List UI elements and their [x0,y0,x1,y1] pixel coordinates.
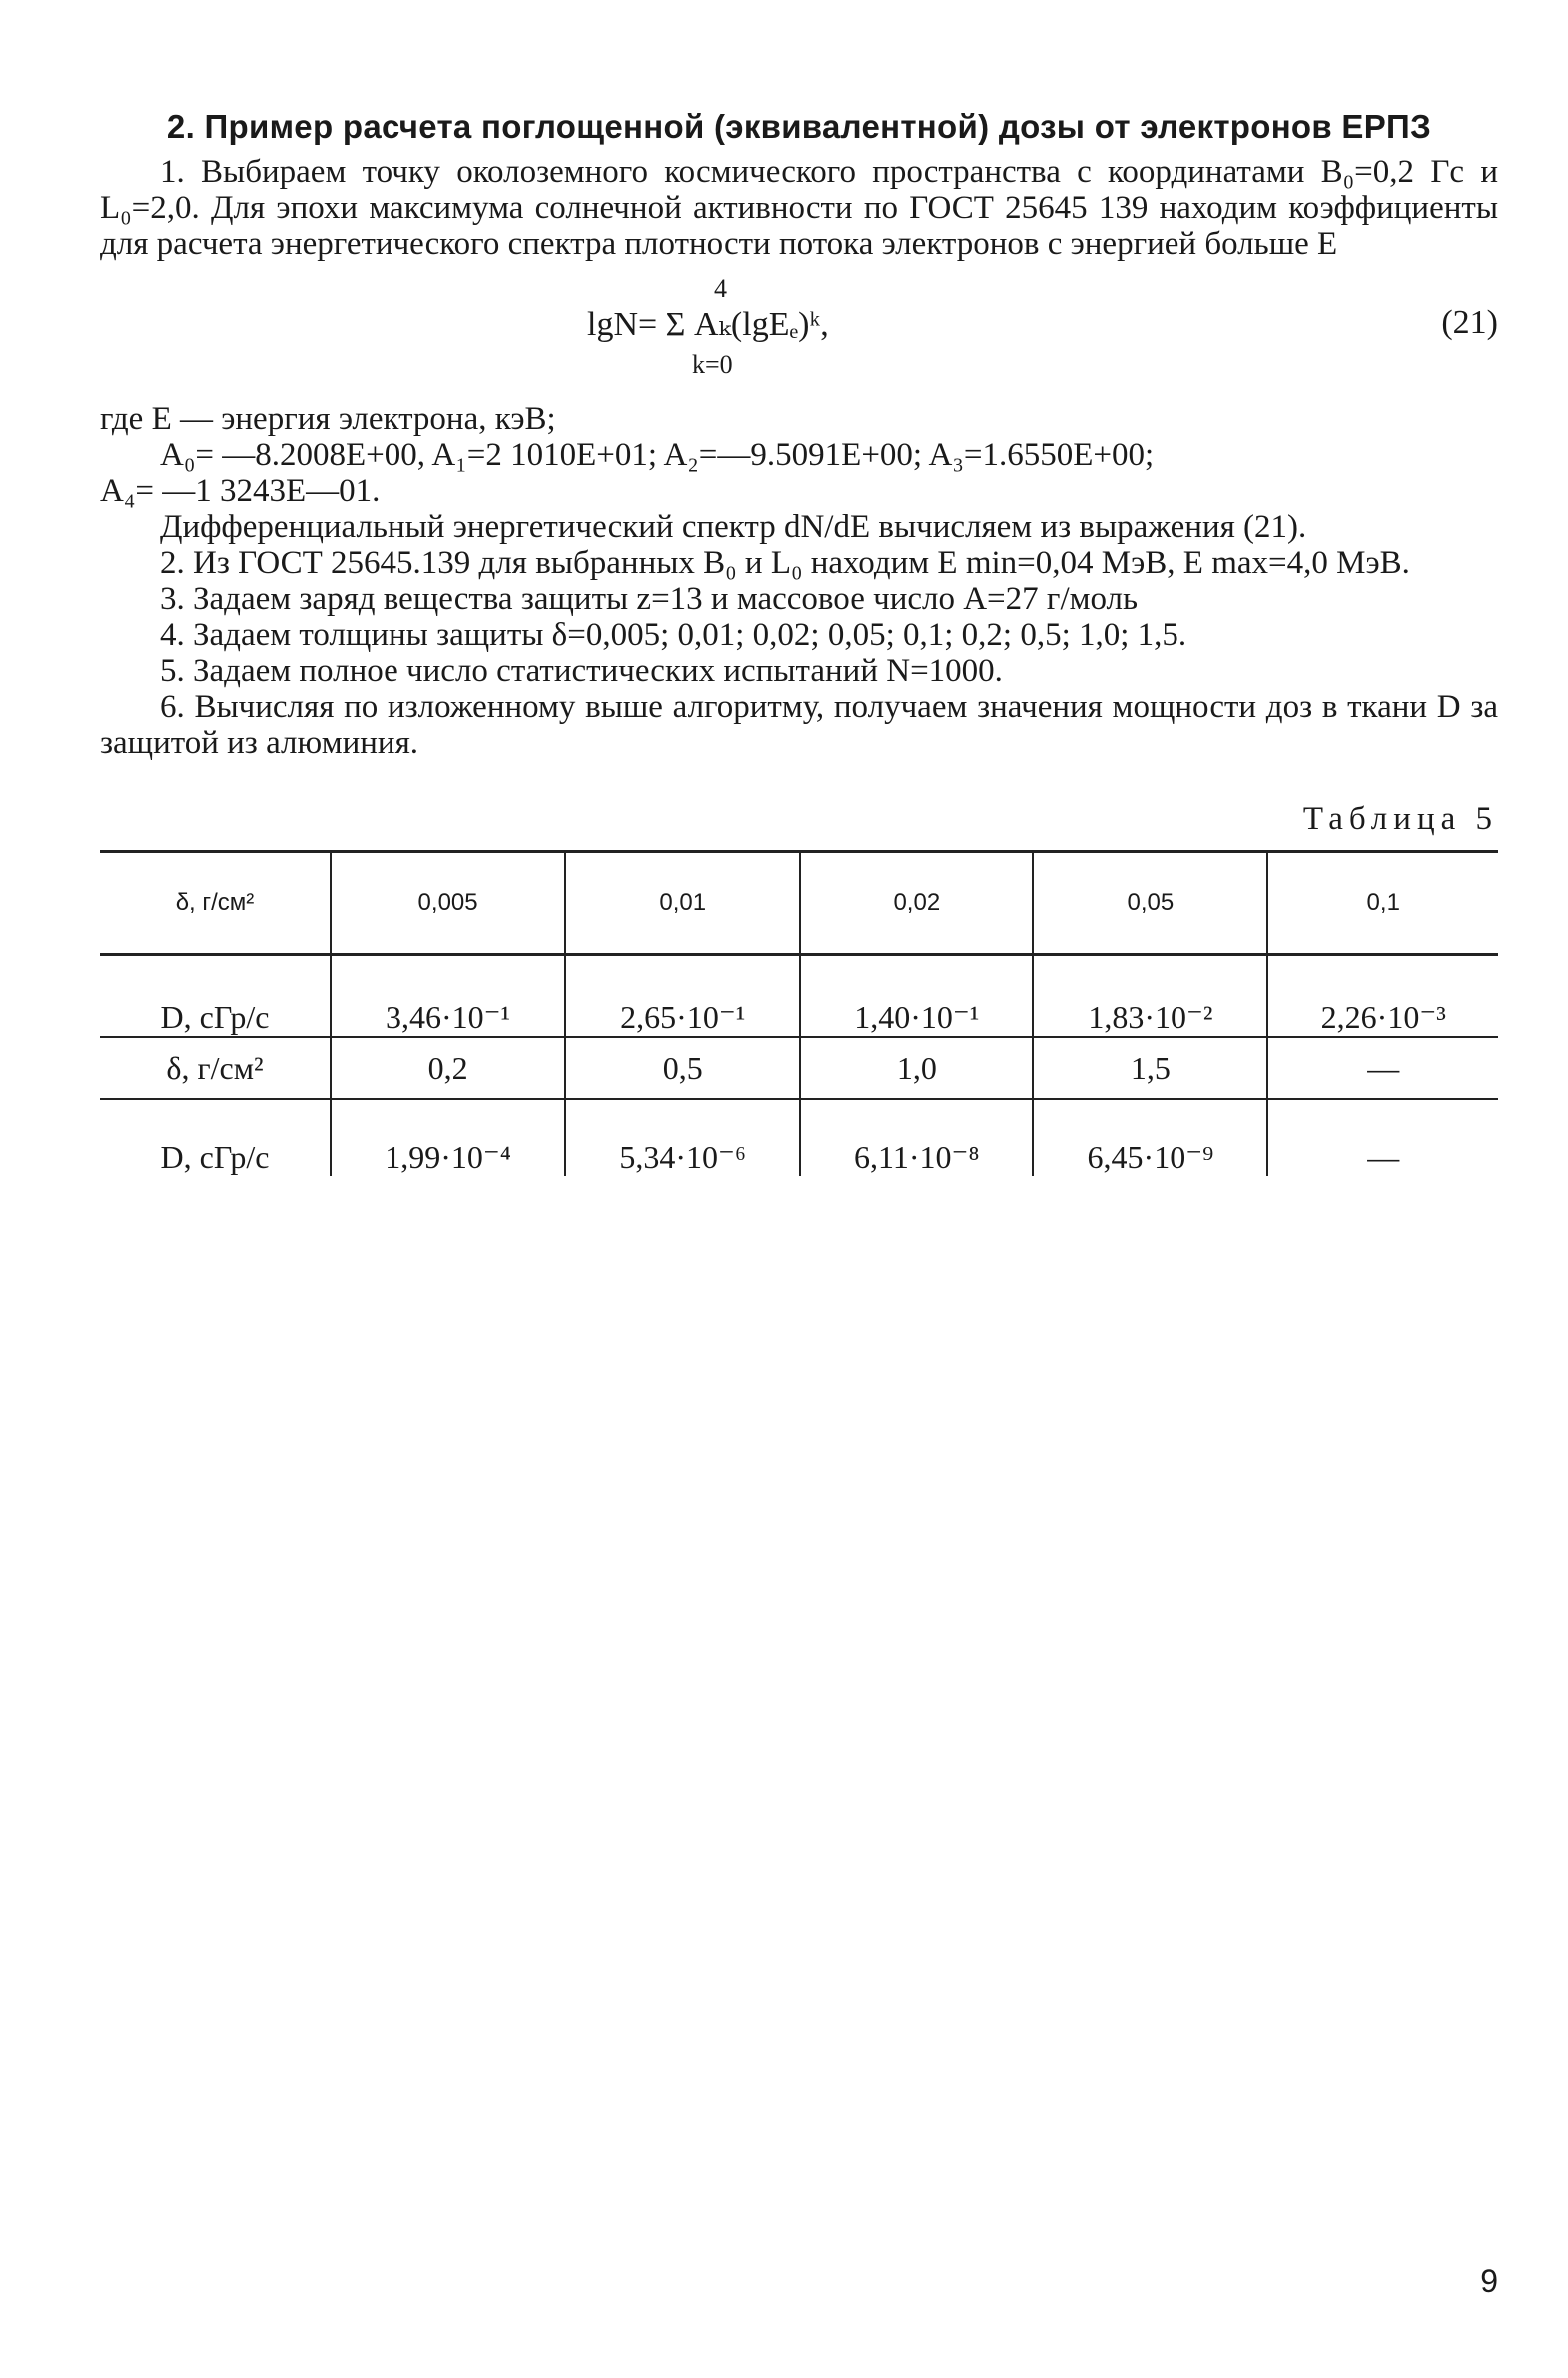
formula-21 [100,262,1498,401]
table-cell: 1,99·10⁻⁴ [331,1099,565,1176]
table-cell: 0,2 [331,1037,565,1099]
paragraph-1: 1. Выбираем точку околоземного космического пространства с координатами B₀=0,2 Гс и L₀=2,0. Для эпохи максимума солнечной активности по ГОСТ 25645 139 находим коэффициенты для расчета энергетического спектра плотности потока электронов с энергией больше E [100,154,1498,262]
table-cell: D, сГр/с [160,1139,270,1175]
table-cell: 5,34·10⁻⁶ [565,1099,800,1176]
sum-lower-limit: k=0 [692,350,733,379]
table-caption: Таблица 5 [1302,801,1498,837]
paragraph-2: Дифференциальный энергетический спектр dN/dE вычисляем из выражения (21). [160,509,1307,545]
table-cell: 1,83·10⁻² [1033,955,1267,1038]
table-row [100,955,1498,1038]
table-cell: 1,0 [800,1037,1033,1099]
document-page [100,108,1498,1176]
table-cell: D, сГр/с [100,955,331,1038]
table-cell: 0,5 [565,1037,800,1099]
where-line: где E — энергия электрона, кэВ; [100,401,556,437]
table-cell: — [1267,1099,1498,1176]
table-cell: 6,45·10⁻⁹ [1033,1099,1267,1176]
section-heading: 2. Пример расчета поглощенной (эквивалентной) дозы от электронов ЕРПЗ [166,108,1432,145]
table-cell: 0,01 [565,852,800,955]
table-cell: 0,02 [800,852,1033,955]
table-row [100,852,1498,955]
table-cell: 1,5 [1033,1037,1267,1099]
paragraph-4: 3. Задаем заряд вещества защиты z=13 и массовое число A=27 г/моль [160,581,1139,617]
table-cell: 0,05 [1033,852,1267,955]
table-row [100,1099,1498,1176]
table-cell: δ, г/см² [100,1037,331,1099]
table-cell: δ, г/см² [100,852,331,955]
paragraph-6: 5. Задаем полное число статистических испытаний N=1000. [160,653,1003,689]
table-cell: 1,40·10⁻¹ [800,955,1033,1038]
paragraph-3: 2. Из ГОСТ 25645.139 для выбранных B₀ и L₀ находим E min=0,04 МэВ, E max=4,0 МэВ. [160,545,1410,581]
paragraph-7: 6. Вычисляя по изложенному выше алгоритму, получаем значения мощности доз в ткани D за защитой из алюминия. [100,689,1498,761]
formula-number: (21) [1441,304,1498,341]
coefficients-line-1: A₀= —8.2008E+00, A₁=2 1010E+01; A₂=—9.5091E+00; A₃=1.6550E+00; [160,437,1155,473]
table-cell: 0,005 [331,852,565,955]
table-cell: 2,26·10⁻³ [1267,955,1498,1038]
page-number: 9 [1480,2263,1498,2299]
coefficients-line-2: A₄= —1 3243E—01. [100,473,381,509]
table-cell: — [1267,1037,1498,1099]
table-cell: 0,1 [1267,852,1498,955]
paragraph-5: 4. Задаем толщины защиты δ=0,005; 0,01; 0,02; 0,05; 0,1; 0,2; 0,5; 1,0; 1,5. [160,617,1187,653]
table-row [100,1037,1498,1099]
dose-table [100,850,1498,1176]
table-cell: 3,46·10⁻¹ [331,955,565,1038]
formula-expression: lgN= Σ Aₖ(lgEₑ)ᵏ, [587,306,829,343]
sum-upper-limit: 4 [714,274,727,303]
table-cell: 2,65·10⁻¹ [565,955,800,1038]
table-cell: 6,11·10⁻⁸ [800,1099,1033,1176]
